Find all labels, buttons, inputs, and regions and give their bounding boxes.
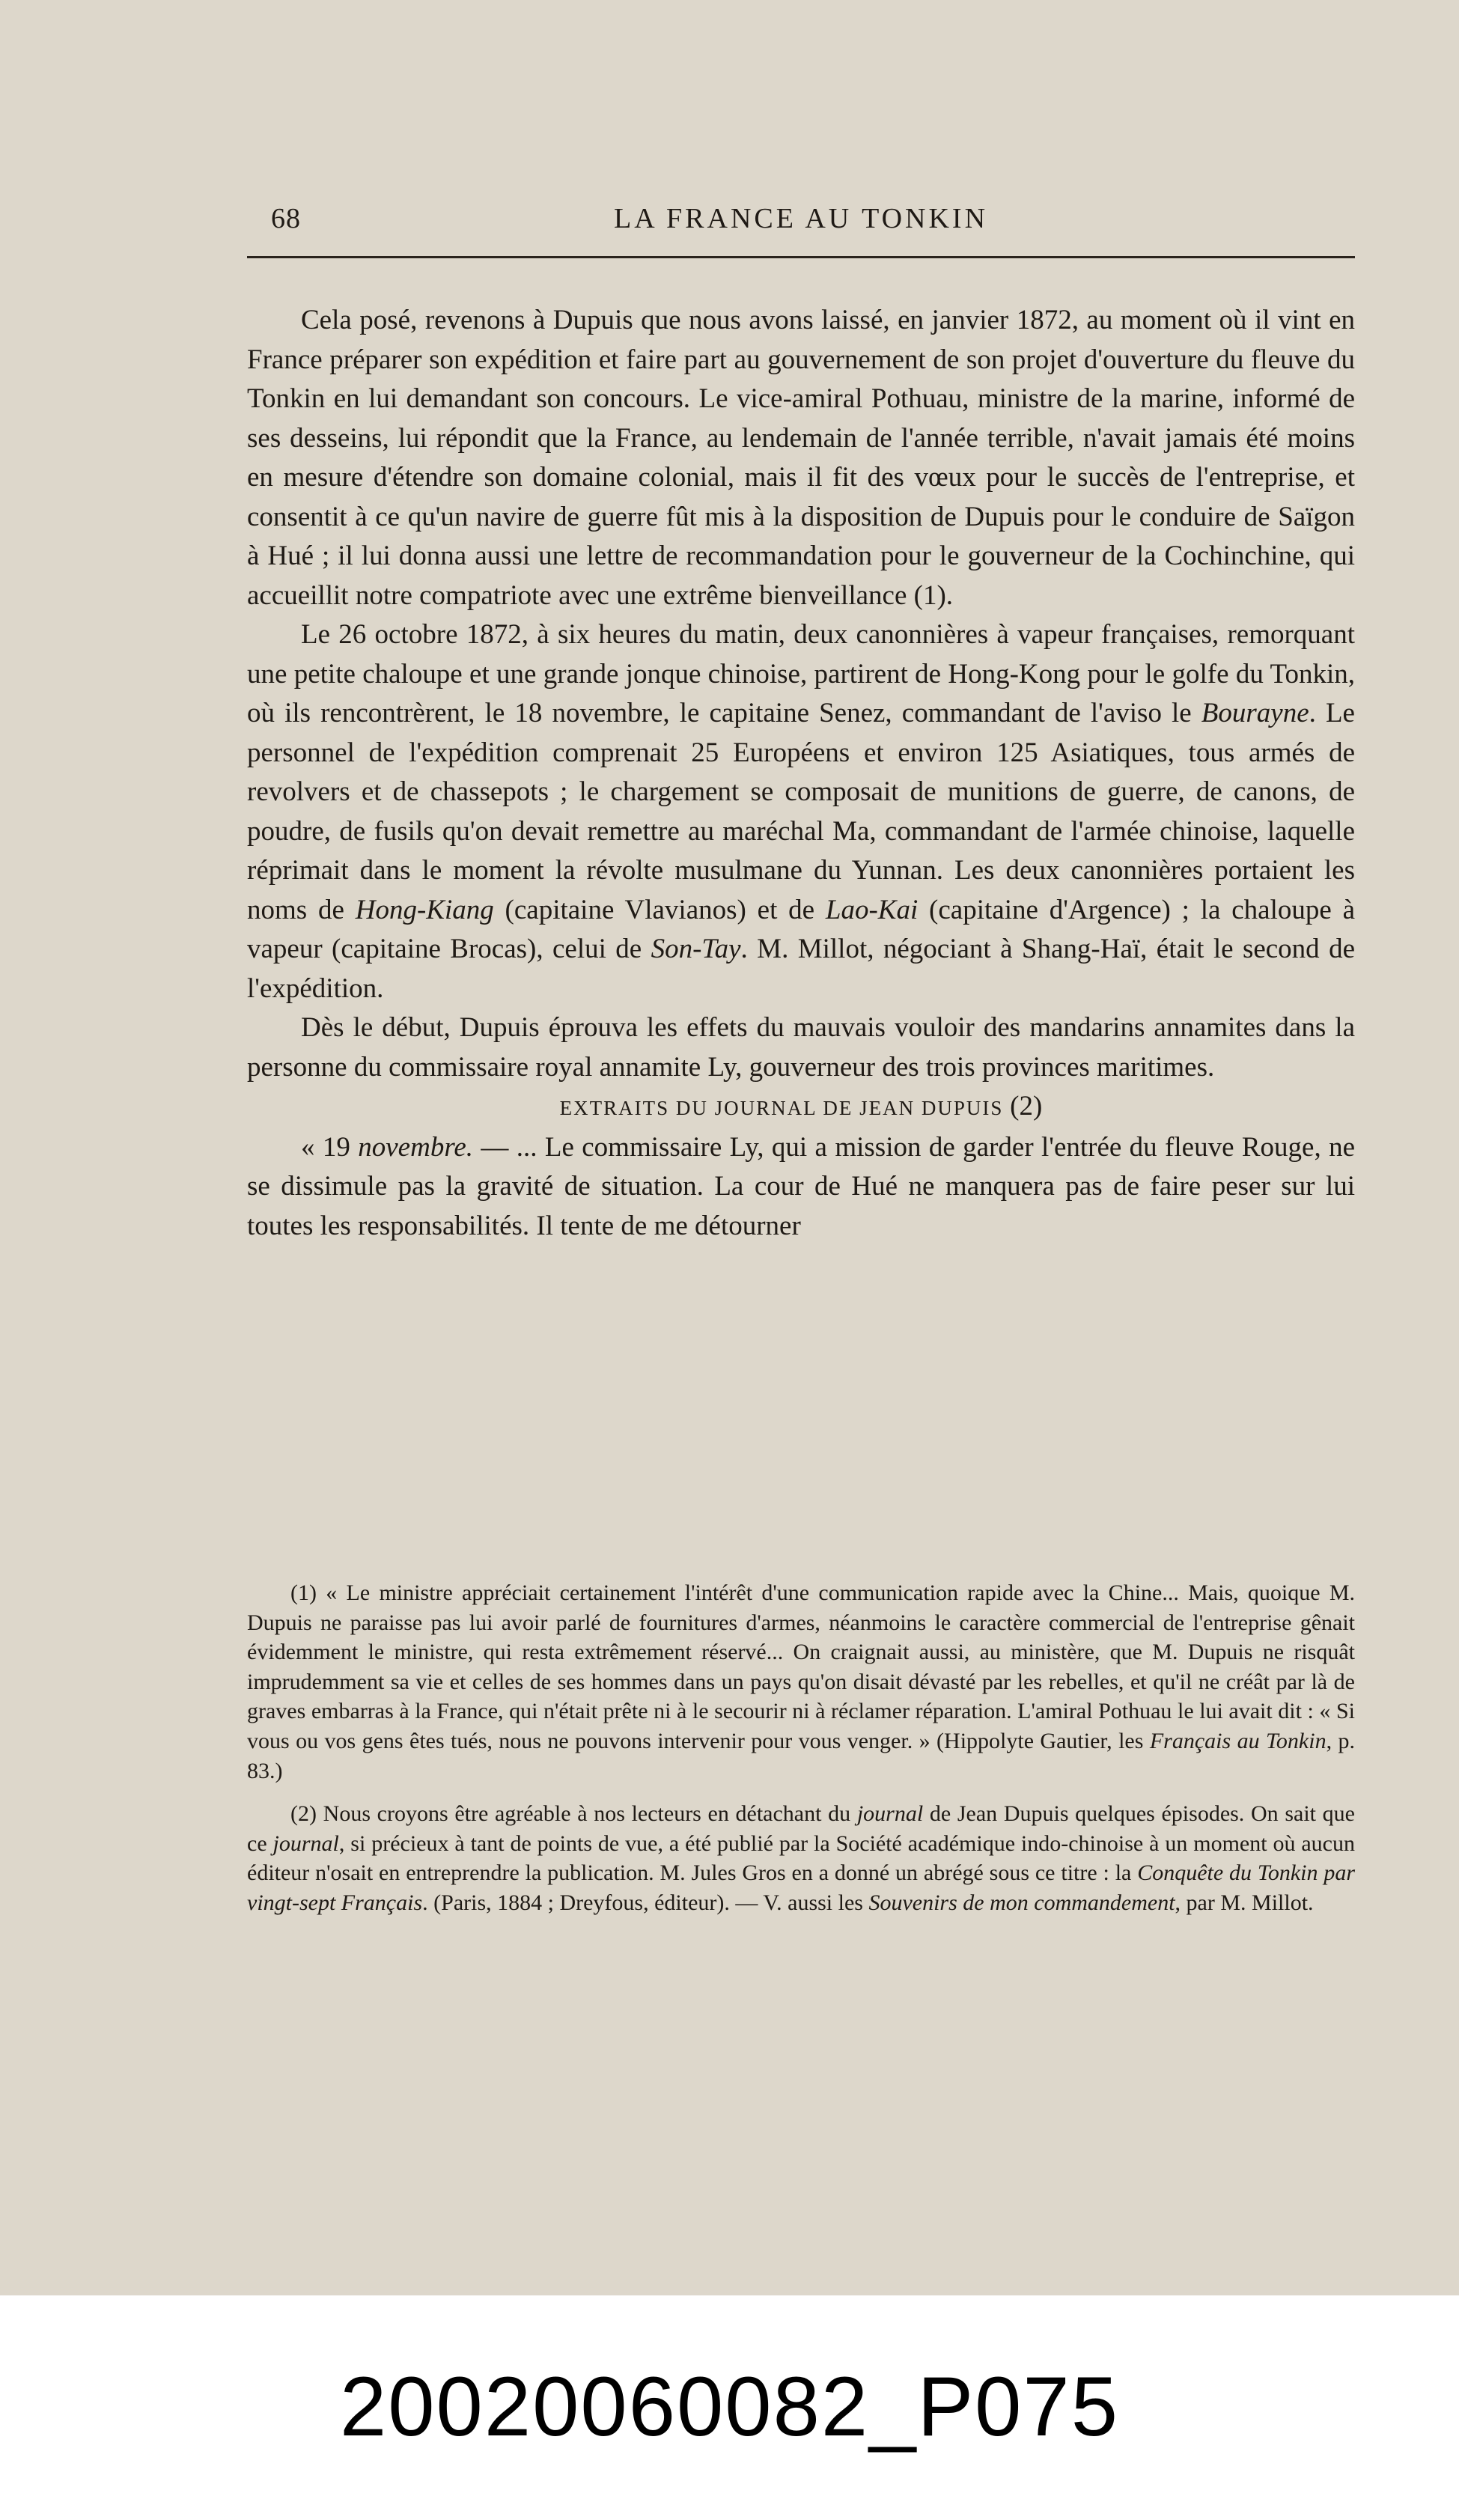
footnote-2-journal-2: journal: [272, 1830, 339, 1856]
paragraph-2-text-d: (capitaine d'Argence) ; la chaloupe à vapeur (capitaine Brocas), celui de: [247, 894, 1355, 964]
paragraph-1: Cela posé, revenons à Dupuis que nous avons laissé, en janvier 1872, au moment où il vint en France préparer son expédition et faire part au gouvernement de son projet d'ouverture du fleuve du Tonkin en lui demandant son concours. Le vice-amiral Pothuau, ministre de la marine, informé de ses desseins, lui répondit que la France, au lendemain de l'année terrible, n'avait jamais été moins en mesure d'étendre son domaine colonial, mais il fit des vœux pour le succès de l'entreprise, et consentit à ce qu'un navire de guerre fût mis à la disposition de Dupuis pour le conduire de Saïgon à Hué ; il lui donna aussi une lettre de recommandation pour le gouverneur de la Cochinchine, qui accueillit notre compatriote avec une extrême bienveillance (1).: [247, 305, 1355, 611]
ship-name-son-tay: Son-Tay: [651, 934, 741, 964]
footnote-1-book-title: Français au Tonkin: [1149, 1728, 1326, 1753]
scan-label-strip: [0, 2295, 1459, 2520]
ship-name-bourayne: Bourayne: [1201, 698, 1309, 728]
footnote-2-text-b: de Jean Dupuis quelques épisodes. On sait que ce: [247, 1801, 1355, 1856]
paragraph-2-text-c: (capitaine Vlavianos) et de: [493, 894, 826, 925]
page-header: [247, 196, 1355, 241]
footnote-1-text-b: , p. 83.): [247, 1728, 1356, 1783]
footnote-2: [247, 1799, 1355, 1917]
scan-id-label: 20020060082_P075: [339, 2360, 1120, 2453]
footnote-2-text-a: (2) Nous croyons être agréable à nos lecteurs en détachant du: [290, 1801, 857, 1827]
footnote-2-text-d: . (Paris, 1884 ; Dreyfous, éditeur). — V. aussi les: [422, 1890, 869, 1915]
section-heading: [247, 1087, 1355, 1128]
footnote-2-text-e: , par M. Millot.: [1175, 1890, 1314, 1915]
footnote-1: [247, 1578, 1355, 1786]
header-rule: [247, 256, 1355, 258]
footnote-2-book-title-2: Souvenirs de mon commandement: [868, 1890, 1175, 1915]
journal-date: novembre.: [358, 1131, 474, 1163]
footnotes: [247, 1578, 1355, 1932]
footnote-ref-2: (2): [1010, 1091, 1043, 1121]
paragraph-2-text-b: . Le personnel de l'expédition comprenait 25 Européens et environ 125 Asiatiques, tous armés de revolvers et de chassepots ; le chargement se composait de munitions de guerre, de canons, de poudre, de fusils qu'on devait remettre au maréchal Ma, commandant de l'armée chinoise, laquelle réprimait dans le moment la révolte musulmane du Yunnan. Les deux canonnières portaient les noms de: [247, 698, 1355, 925]
body-text: [247, 301, 1355, 1246]
paragraph-4-text: — ... Le commissaire Ly, qui a mission de garder l'entrée du fleuve Rouge, ne se dissimule pas la gravité de situation. La cour de Hué ne manquera pas de faire peser sur lui toutes les responsabilités. Il tente de me détourner: [247, 1131, 1356, 1241]
section-heading-text: EXTRAITS DU JOURNAL DE JEAN DUPUIS: [559, 1097, 1004, 1119]
paragraph-2-text-a: Le 26 octobre 1872, à six heures du matin, deux canonnières à vapeur françaises, remorquant une petite chaloupe et une grande jonque chinoise, partirent de Hong-Kong pour le golfe du Tonkin, où ils rencontrèrent, le 18 novembre, le capitaine Senez, commandant de l'aviso le: [247, 619, 1355, 728]
ship-name-lao-kai: Lao-Kai: [825, 894, 919, 925]
paragraph-4: [247, 1128, 1355, 1247]
page-number: 68: [271, 203, 301, 234]
footnote-2-book-title: Conquête du Tonkin par vingt-sept Français: [247, 1860, 1356, 1915]
paragraph-3: Dès le début, Dupuis éprouva les effets du mauvais vouloir des mandarins annamites dans la personne du commissaire royal annamite Ly, gouverneur des trois provinces maritimes.: [247, 1012, 1355, 1083]
footnote-1-text-a: (1) « Le ministre appréciait certainement l'intérêt d'une communication rapide avec la Chine... Mais, quoique M. Dupuis ne paraisse pas lui avoir parlé de fournitures d'armes, néanmoins le caractère commercial de l'entreprise gênait évidemment le ministre, qui resta extrêmement réservé... On craignait aussi, au ministère, que M. Dupuis ne risquât imprudemment sa vie et celles de ses hommes dans un pays qu'on disait dévasté par les rebelles, et qu'il ne créât par là de graves embarras à la France, qui n'était prête ni à le secourir ni à réclamer réparation. L'amiral Pothuau le lui avait dit : « Si vous ou vos gens êtes tués, nous ne pouvons intervenir pour vous venger. » (Hippolyte Gautier, les: [247, 1580, 1355, 1753]
running-title: LA FRANCE AU TONKIN: [613, 203, 989, 234]
ship-name-hong-kiang: Hong-Kiang: [355, 894, 494, 925]
footnote-2-journal-1: journal: [856, 1801, 924, 1827]
quote-open: « 19: [301, 1131, 359, 1163]
footnote-2-text-c: , si précieux à tant de points de vue, a été publié par la Société académique indo-chinoise à un moment où aucun éditeur n'osait en entreprendre la publication. M. Jules Gros en a donné un abrégé sous ce titre : la: [247, 1830, 1355, 1886]
paragraph-2-text-e: . M. Millot, négociant à Shang-Haï, était le second de l'expédition.: [247, 934, 1355, 1004]
paragraph-2: [247, 615, 1355, 1008]
